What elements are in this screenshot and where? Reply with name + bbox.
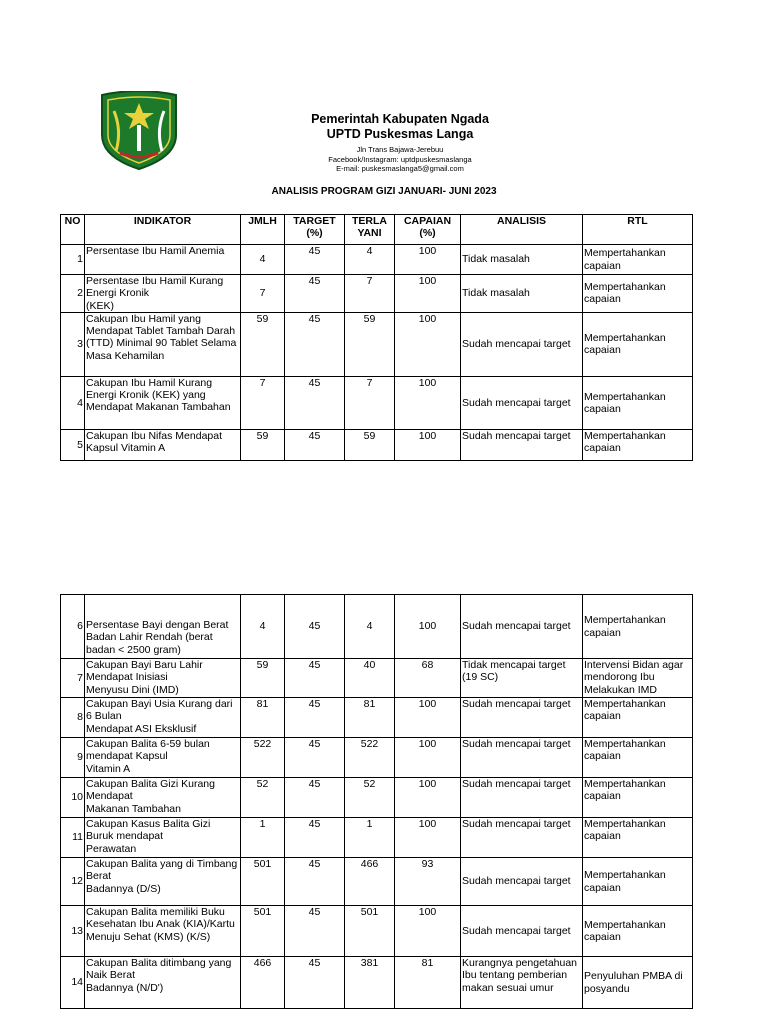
cell-indikator: Cakupan Balita yang di Timbang Berat Badannya (D/S) bbox=[85, 858, 241, 906]
cell-no: 5 bbox=[61, 429, 85, 460]
header-jmlh: JMLH bbox=[241, 215, 285, 245]
cell-rtl: Mempertahankan capaian bbox=[583, 312, 693, 376]
cell-target: 45 bbox=[285, 738, 345, 778]
cell-target: 45 bbox=[285, 376, 345, 429]
letterhead-institution: UPTD Puskesmas Langa bbox=[326, 127, 474, 141]
cell-rtl: Penyuluhan PMBA di posyandu bbox=[583, 957, 693, 1009]
cell-analisis: Sudah mencapai target bbox=[461, 738, 583, 778]
cell-no: 13 bbox=[61, 906, 85, 957]
cell-indikator: Persentase Ibu Hamil Anemia bbox=[85, 245, 241, 275]
cell-terlayani: 59 bbox=[345, 429, 395, 460]
header-no: NO bbox=[61, 215, 85, 245]
cell-jmlh: 81 bbox=[241, 698, 285, 738]
cell-no: 9 bbox=[61, 738, 85, 778]
cell-jmlh: 1 bbox=[241, 818, 285, 858]
cell-no: 4 bbox=[61, 376, 85, 429]
cell-capaian: 100 bbox=[395, 698, 461, 738]
analysis-table-part-1 bbox=[60, 214, 693, 461]
table-header-row bbox=[61, 215, 693, 245]
header-terlayani: TERLA YANI bbox=[345, 215, 395, 245]
cell-capaian: 100 bbox=[395, 245, 461, 275]
cell-terlayani: 4 bbox=[345, 595, 395, 659]
header-indikator: INDIKATOR bbox=[85, 215, 241, 245]
cell-target: 45 bbox=[285, 595, 345, 659]
table-row bbox=[61, 312, 693, 376]
cell-terlayani: 1 bbox=[345, 818, 395, 858]
cell-no: 8 bbox=[61, 698, 85, 738]
cell-no: 6 bbox=[61, 595, 85, 659]
cell-analisis: Tidak masalah bbox=[461, 275, 583, 313]
cell-target: 45 bbox=[285, 906, 345, 957]
cell-analisis: Sudah mencapai target bbox=[461, 312, 583, 376]
cell-indikator: Cakupan Kasus Balita Gizi Buruk mendapat Perawatan bbox=[85, 818, 241, 858]
table-row bbox=[61, 595, 693, 659]
table-row bbox=[61, 778, 693, 818]
table-row bbox=[61, 275, 693, 313]
cell-rtl: Intervensi Bidan agar mendorong Ibu Melakukan IMD bbox=[583, 659, 693, 698]
table-row bbox=[61, 818, 693, 858]
cell-target: 45 bbox=[285, 245, 345, 275]
cell-terlayani: 7 bbox=[345, 275, 395, 313]
cell-indikator: Cakupan Balita 6-59 bulan mendapat Kapsul Vitamin A bbox=[85, 738, 241, 778]
table-row bbox=[61, 858, 693, 906]
cell-capaian: 100 bbox=[395, 275, 461, 313]
cell-analisis: Tidak mencapai target (19 SC) bbox=[461, 659, 583, 698]
cell-capaian: 68 bbox=[395, 659, 461, 698]
cell-analisis: Tidak masalah bbox=[461, 245, 583, 275]
cell-terlayani: 52 bbox=[345, 778, 395, 818]
cell-jmlh: 4 bbox=[241, 595, 285, 659]
letterhead-address: Jln Trans Bajawa-Jerebuu bbox=[356, 145, 444, 154]
cell-rtl: Mempertahankan capaian bbox=[583, 778, 693, 818]
cell-indikator: Cakupan Balita memiliki Buku Kesehatan Ibu Anak (KIA)/Kartu Menuju Sehat (KMS) (K/S) bbox=[85, 906, 241, 957]
cell-jmlh: 7 bbox=[241, 275, 285, 313]
table-row bbox=[61, 245, 693, 275]
cell-analisis: Kurangnya pengetahuan Ibu tentang pemberian makan sesuai umur bbox=[461, 957, 583, 1009]
cell-jmlh: 59 bbox=[241, 429, 285, 460]
cell-no: 2 bbox=[61, 275, 85, 313]
cell-target: 45 bbox=[285, 858, 345, 906]
cell-analisis: Sudah mencapai target bbox=[461, 376, 583, 429]
header-rtl: RTL bbox=[583, 215, 693, 245]
letterhead-government: Pemerintah Kabupaten Ngada bbox=[311, 112, 489, 126]
cell-terlayani: 7 bbox=[345, 376, 395, 429]
cell-no: 7 bbox=[61, 659, 85, 698]
cell-indikator: Cakupan Balita Gizi Kurang Mendapat Makanan Tambahan bbox=[85, 778, 241, 818]
cell-target: 45 bbox=[285, 818, 345, 858]
cell-target: 45 bbox=[285, 957, 345, 1009]
cell-target: 45 bbox=[285, 778, 345, 818]
cell-terlayani: 81 bbox=[345, 698, 395, 738]
cell-rtl: Mempertahankan capaian bbox=[583, 738, 693, 778]
cell-indikator: Cakupan Bayi Usia Kurang dari 6 Bulan Mendapat ASI Eksklusif bbox=[85, 698, 241, 738]
cell-analisis: Sudah mencapai target bbox=[461, 778, 583, 818]
cell-capaian: 100 bbox=[395, 376, 461, 429]
header-target: TARGET (%) bbox=[285, 215, 345, 245]
cell-rtl: Mempertahankan capaian bbox=[583, 595, 693, 659]
cell-capaian: 100 bbox=[395, 595, 461, 659]
cell-no: 10 bbox=[61, 778, 85, 818]
cell-jmlh: 59 bbox=[241, 659, 285, 698]
cell-analisis: Sudah mencapai target bbox=[461, 429, 583, 460]
cell-jmlh: 501 bbox=[241, 858, 285, 906]
cell-capaian: 100 bbox=[395, 818, 461, 858]
cell-rtl: Mempertahankan capaian bbox=[583, 906, 693, 957]
cell-indikator: Persentase Bayi dengan Berat Badan Lahir Rendah (berat badan < 2500 gram) bbox=[85, 595, 241, 659]
cell-rtl: Mempertahankan capaian bbox=[583, 858, 693, 906]
table-row bbox=[61, 429, 693, 460]
letterhead bbox=[290, 112, 510, 174]
cell-target: 45 bbox=[285, 698, 345, 738]
table-row bbox=[61, 376, 693, 429]
cell-indikator: Cakupan Ibu Hamil yang Mendapat Tablet Tambah Darah (TTD) Minimal 90 Tablet Selama Masa Kehamilan bbox=[85, 312, 241, 376]
cell-capaian: 100 bbox=[395, 778, 461, 818]
cell-terlayani: 522 bbox=[345, 738, 395, 778]
cell-target: 45 bbox=[285, 312, 345, 376]
cell-target: 45 bbox=[285, 429, 345, 460]
cell-no: 1 bbox=[61, 245, 85, 275]
cell-jmlh: 501 bbox=[241, 906, 285, 957]
cell-rtl: Mempertahankan capaian bbox=[583, 245, 693, 275]
cell-terlayani: 381 bbox=[345, 957, 395, 1009]
ngada-coat-of-arms-logo bbox=[94, 91, 184, 171]
cell-no: 12 bbox=[61, 858, 85, 906]
header-analisis: ANALISIS bbox=[461, 215, 583, 245]
cell-no: 11 bbox=[61, 818, 85, 858]
cell-indikator: Cakupan Bayi Baru Lahir Mendapat Inisiasi Menyusu Dini (IMD) bbox=[85, 659, 241, 698]
cell-rtl: Mempertahankan capaian bbox=[583, 275, 693, 313]
table-row bbox=[61, 659, 693, 698]
cell-analisis: Sudah mencapai target bbox=[461, 595, 583, 659]
cell-no: 14 bbox=[61, 957, 85, 1009]
cell-rtl: Mempertahankan capaian bbox=[583, 429, 693, 460]
cell-target: 45 bbox=[285, 275, 345, 313]
cell-jmlh: 7 bbox=[241, 376, 285, 429]
cell-indikator: Cakupan Balita ditimbang yang Naik Berat Badannya (N/D') bbox=[85, 957, 241, 1009]
cell-terlayani: 466 bbox=[345, 858, 395, 906]
cell-rtl: Mempertahankan capaian bbox=[583, 698, 693, 738]
cell-analisis: Sudah mencapai target bbox=[461, 698, 583, 738]
cell-jmlh: 4 bbox=[241, 245, 285, 275]
cell-capaian: 100 bbox=[395, 738, 461, 778]
cell-rtl: Mempertahankan capaian bbox=[583, 818, 693, 858]
document-title: ANALISIS PROGRAM GIZI JANUARI- JUNI 2023 bbox=[271, 186, 497, 197]
cell-terlayani: 501 bbox=[345, 906, 395, 957]
table-row bbox=[61, 906, 693, 957]
header-capaian: CAPAIAN (%) bbox=[395, 215, 461, 245]
cell-indikator: Cakupan Ibu Hamil Kurang Energi Kronik (KEK) yang Mendapat Makanan Tambahan bbox=[85, 376, 241, 429]
cell-analisis: Sudah mencapai target bbox=[461, 906, 583, 957]
cell-analisis: Sudah mencapai target bbox=[461, 818, 583, 858]
cell-terlayani: 59 bbox=[345, 312, 395, 376]
cell-capaian: 100 bbox=[395, 312, 461, 376]
cell-indikator: Persentase Ibu Hamil Kurang Energi Kronik (KEK) bbox=[85, 275, 241, 313]
cell-terlayani: 40 bbox=[345, 659, 395, 698]
analysis-table-part-2 bbox=[60, 594, 693, 1009]
cell-jmlh: 466 bbox=[241, 957, 285, 1009]
cell-analisis: Sudah mencapai target bbox=[461, 858, 583, 906]
cell-capaian: 81 bbox=[395, 957, 461, 1009]
table-row bbox=[61, 738, 693, 778]
letterhead-social: Facebook/Instagram: uptdpuskesmaslanga bbox=[328, 154, 472, 164]
cell-capaian: 100 bbox=[395, 429, 461, 460]
cell-rtl: Mempertahankan capaian bbox=[583, 376, 693, 429]
letterhead-email: E-mail: puskesmaslanga5@gmail.com bbox=[336, 164, 464, 173]
cell-jmlh: 52 bbox=[241, 778, 285, 818]
cell-jmlh: 59 bbox=[241, 312, 285, 376]
table-row bbox=[61, 698, 693, 738]
cell-no: 3 bbox=[61, 312, 85, 376]
cell-terlayani: 4 bbox=[345, 245, 395, 275]
table-row bbox=[61, 957, 693, 1009]
cell-capaian: 100 bbox=[395, 906, 461, 957]
cell-target: 45 bbox=[285, 659, 345, 698]
cell-capaian: 93 bbox=[395, 858, 461, 906]
cell-indikator: Cakupan Ibu Nifas Mendapat Kapsul Vitamin A bbox=[85, 429, 241, 460]
cell-jmlh: 522 bbox=[241, 738, 285, 778]
